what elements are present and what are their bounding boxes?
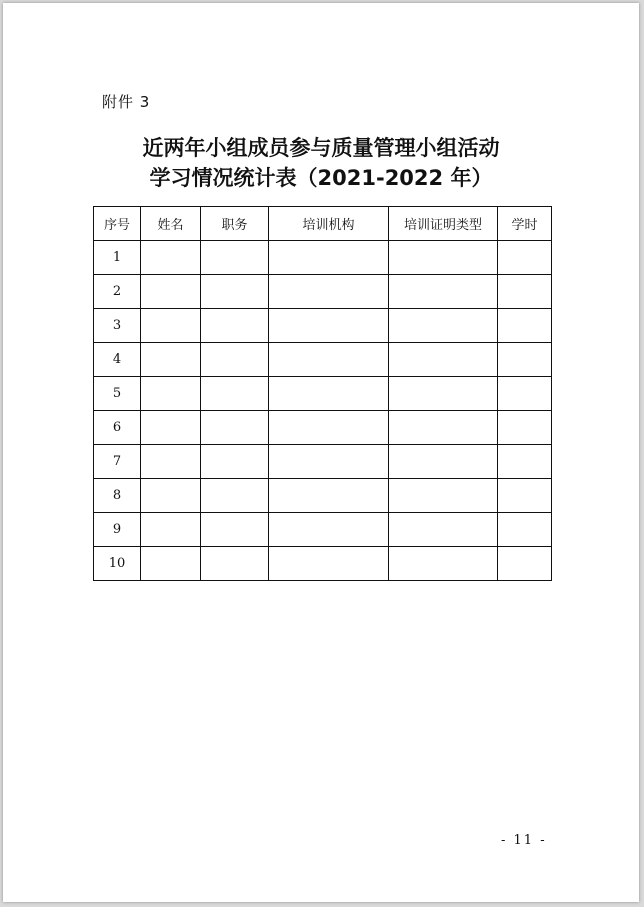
cell-certificate-type [389,377,498,411]
header-index: 序号 [94,207,141,241]
cell-hours [498,479,552,513]
cell-training-institution [269,513,389,547]
header-name: 姓名 [141,207,201,241]
cell-certificate-type [389,479,498,513]
header-hours: 学时 [498,207,552,241]
cell-hours [498,309,552,343]
cell-name [141,513,201,547]
cell-position [201,343,269,377]
cell-training-institution [269,343,389,377]
row-index: 8 [94,479,141,513]
cell-training-institution [269,309,389,343]
row-index: 5 [94,377,141,411]
cell-name [141,479,201,513]
table-row [94,241,552,275]
row-index: 1 [94,241,141,275]
cell-name [141,343,201,377]
cell-hours [498,547,552,581]
cell-position [201,309,269,343]
cell-position [201,445,269,479]
cell-name [141,275,201,309]
row-index: 7 [94,445,141,479]
table-row [94,547,552,581]
table-row [94,309,552,343]
title-line-2: 学习情况统计表（2021-2022 年） [149,166,493,190]
cell-certificate-type [389,275,498,309]
cell-training-institution [269,275,389,309]
cell-hours [498,411,552,445]
cell-training-institution [269,241,389,275]
cell-certificate-type [389,513,498,547]
table-row [94,445,552,479]
header-position: 职务 [201,207,269,241]
cell-certificate-type [389,547,498,581]
table-row [94,479,552,513]
cell-hours [498,275,552,309]
cell-training-institution [269,445,389,479]
cell-training-institution [269,547,389,581]
cell-training-institution [269,479,389,513]
cell-position [201,377,269,411]
cell-hours [498,343,552,377]
cell-name [141,241,201,275]
header-certificate-type: 培训证明类型 [389,207,498,241]
cell-training-institution [269,411,389,445]
cell-hours [498,445,552,479]
cell-certificate-type [389,309,498,343]
cell-hours [498,513,552,547]
cell-certificate-type [389,445,498,479]
cell-name [141,547,201,581]
page-number: - 11 - [501,833,547,848]
table-row [94,513,552,547]
attachment-label: 附件 3 [102,93,151,111]
cell-hours [498,377,552,411]
table-row [94,343,552,377]
cell-certificate-type [389,411,498,445]
cell-position [201,513,269,547]
cell-name [141,377,201,411]
cell-name [141,309,201,343]
table-row [94,411,552,445]
row-index: 6 [94,411,141,445]
table-row [94,377,552,411]
table-row [94,275,552,309]
cell-position [201,411,269,445]
cell-position [201,275,269,309]
title-line-1: 近两年小组成员参与质量管理小组活动 [142,136,500,160]
cell-hours [498,241,552,275]
row-index: 3 [94,309,141,343]
document-page [3,3,639,902]
table-header-row [94,207,552,241]
row-index: 10 [94,547,141,581]
cell-position [201,547,269,581]
cell-certificate-type [389,241,498,275]
row-index: 2 [94,275,141,309]
cell-position [201,241,269,275]
cell-certificate-type [389,343,498,377]
row-index: 9 [94,513,141,547]
statistics-table [93,206,552,581]
header-training-institution: 培训机构 [269,207,389,241]
cell-name [141,445,201,479]
cell-training-institution [269,377,389,411]
row-index: 4 [94,343,141,377]
cell-name [141,411,201,445]
cell-position [201,479,269,513]
